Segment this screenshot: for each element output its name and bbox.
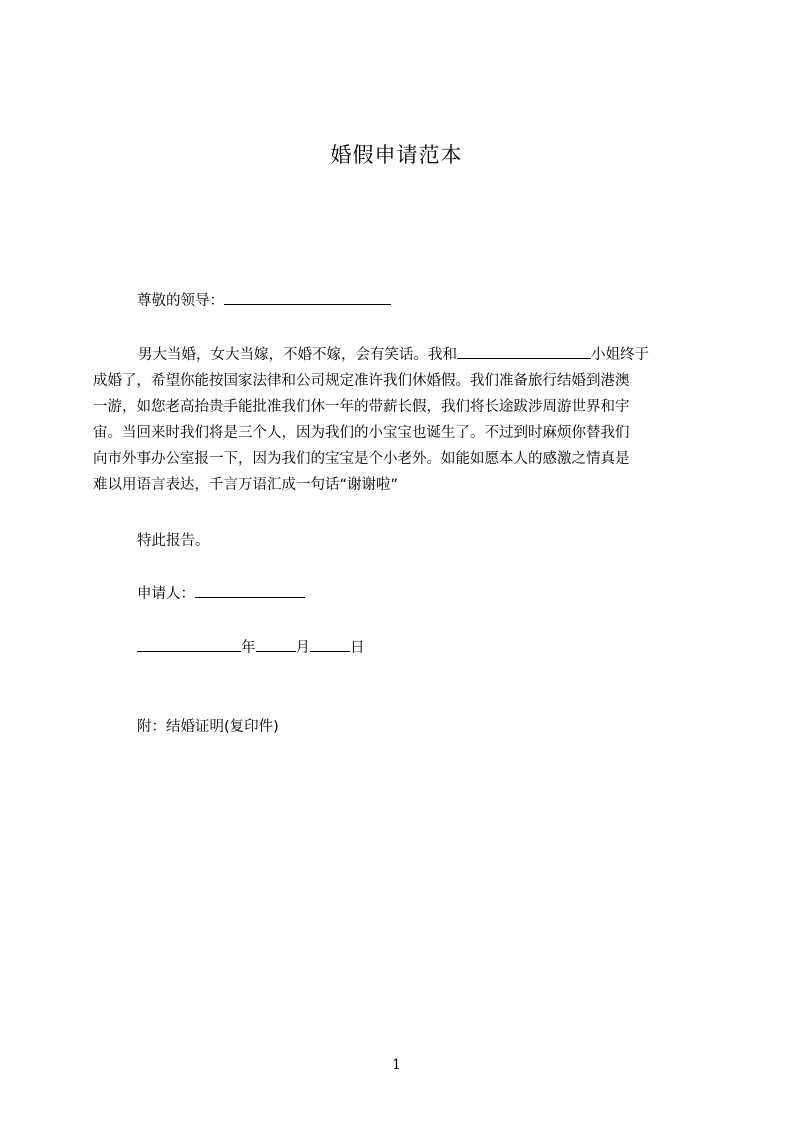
body-line-4: 宙。当回来时我们将是三个人，因为我们的小宝宝也诞生了。不过到时麻烦你替我们 bbox=[93, 425, 630, 441]
body-line-1-end: 小姐终于 bbox=[591, 347, 649, 363]
body-line-2: 成婚了，希望你能按国家法律和公司规定准许我们休婚假。我们准备旅行结婚到港澳 bbox=[93, 373, 630, 389]
body-line-1 bbox=[93, 342, 701, 368]
salutation-text: 尊敬的领导： bbox=[137, 293, 224, 309]
date-line bbox=[137, 637, 365, 658]
body-line-6: 难以用语言表达，千言万语汇成一句话“谢谢啦” bbox=[93, 477, 399, 493]
body-line-5: 向市外事办公室报一下，因为我们的宝宝是个小老外。如能如愿本人的感激之情真是 bbox=[93, 451, 630, 467]
day-blank bbox=[310, 637, 350, 652]
body-line-3: 一游，如您老高抬贵手能批准我们休一年的带薪长假，我们将长途跋涉周游世界和宇 bbox=[93, 399, 630, 415]
applicant-line bbox=[137, 583, 305, 604]
body-line-1-start: 男大当婚，女大当嫁，不婚不嫁，会有笑话。我和 bbox=[138, 347, 457, 363]
salutation-line bbox=[137, 290, 391, 311]
closing-line: 特此报告。 bbox=[137, 533, 210, 549]
day-label: 日 bbox=[350, 640, 365, 656]
salutation-blank bbox=[224, 290, 391, 305]
applicant-blank bbox=[195, 583, 305, 598]
month-label: 月 bbox=[295, 640, 310, 656]
year-label: 年 bbox=[241, 640, 256, 656]
year-blank bbox=[137, 637, 241, 652]
applicant-label: 申请人： bbox=[137, 586, 195, 602]
page-title: 婚假申请范本 bbox=[330, 143, 463, 167]
body-paragraph bbox=[93, 342, 701, 498]
month-blank bbox=[256, 637, 296, 652]
attachment-line: 附：结婚证明(复印件) bbox=[137, 719, 279, 735]
page-number: 1 bbox=[392, 1057, 401, 1073]
name-blank bbox=[457, 344, 591, 359]
